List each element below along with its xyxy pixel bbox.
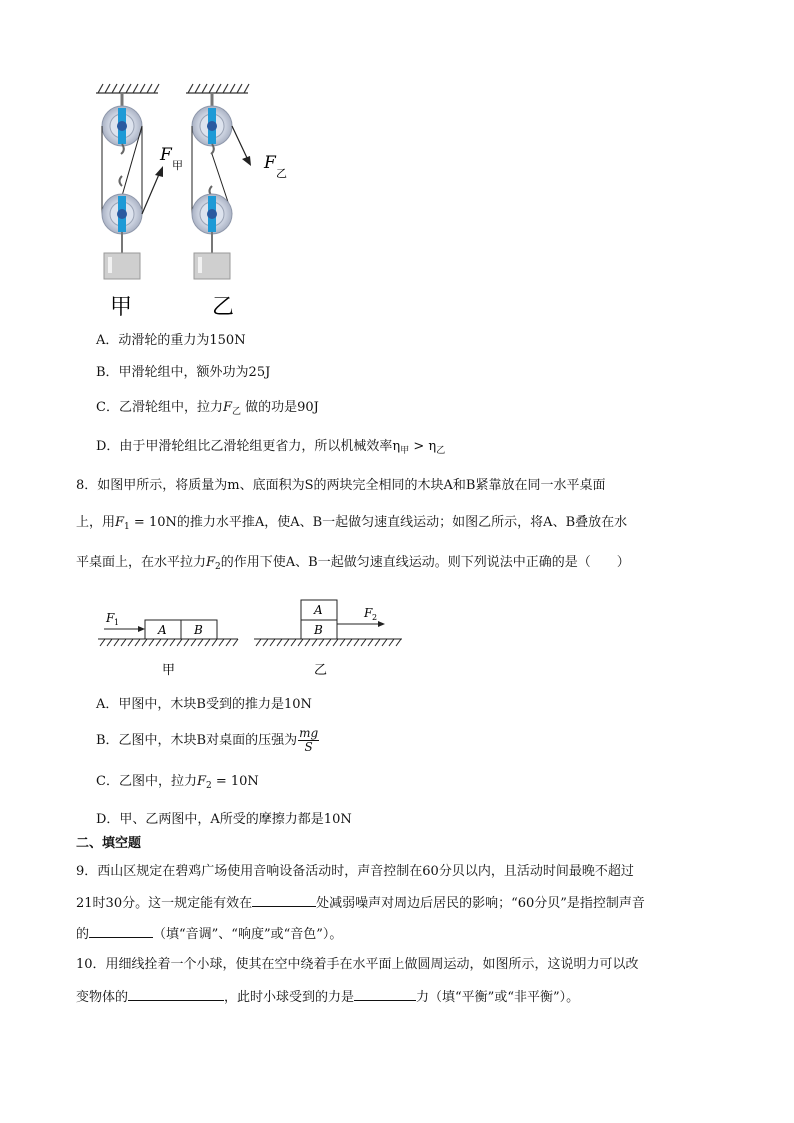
f1-sub: 1 — [114, 618, 120, 627]
q10-blank-2[interactable] — [354, 986, 416, 1001]
pulley-figure — [88, 80, 308, 325]
q9-l3-pre: 的 — [76, 927, 90, 942]
q8-l2-sub: 1 — [124, 522, 130, 532]
q7-option-b: B．甲滑轮组中，额外功为25J — [96, 365, 271, 380]
f2-sub: 2 — [372, 613, 378, 622]
q8-l2-f: F — [115, 515, 125, 530]
q7-option-c — [96, 398, 319, 422]
q7-option-d — [96, 437, 445, 461]
q8-option-c — [96, 772, 259, 796]
block-b-right-label: B — [314, 623, 323, 637]
f2-label: F — [364, 606, 373, 620]
f1-label: F — [106, 611, 115, 625]
fixed-pulley-right — [192, 93, 232, 154]
q7-c-pre: C．乙滑轮组中，拉力 — [96, 400, 223, 415]
q9-line-1: 9．西山区规定在碧鸡广场使用音响设备活动时，声音控制在60分贝以内，且活动时间最晚不超过 — [76, 864, 634, 879]
q7-d-sub2: 乙 — [436, 446, 446, 456]
q8-l2-post: = 10N的推力水平推A，使A、B一起做匀速直线运动；如图乙所示，将A、B叠放在水 — [129, 515, 628, 530]
q9-blank-1[interactable] — [252, 892, 316, 907]
q8-l3-post: 的作用下使A、B一起做匀速直线运动。则下列说法中正确的是（ ） — [220, 555, 630, 570]
q8-b-pre: B．乙图中，木块B对桌面的压强为 — [96, 733, 298, 748]
force-sub-left: 甲 — [172, 159, 183, 172]
block-a-right-label: A — [314, 603, 323, 617]
q8-line-3 — [76, 553, 630, 577]
figure-label-right: 乙 — [212, 295, 235, 320]
q10-line-2 — [76, 986, 579, 1008]
q9-line-3 — [76, 923, 342, 945]
q8-c-pre: C．乙图中，拉力 — [96, 774, 197, 789]
force-label-left: F — [160, 145, 172, 165]
q8-option-b — [96, 726, 319, 756]
table-left — [98, 639, 238, 646]
force-label-right: F — [264, 153, 276, 173]
force-arrow-right — [232, 126, 251, 166]
blocks-figure — [92, 596, 412, 682]
q8-b-den: S — [304, 740, 313, 754]
caption-right: 乙 — [314, 663, 328, 678]
q9-l2-post: 处减弱噪声对周边后居民的影响；“60分贝”是指控制声音 — [316, 896, 645, 911]
arrow-f1 — [104, 626, 145, 632]
q7-c-post: 做的功是90J — [245, 400, 319, 415]
q8-l3-f: F — [206, 555, 216, 570]
force-arrow-left — [142, 166, 163, 214]
q8-line-2 — [76, 513, 627, 537]
q9-blank-2[interactable] — [89, 923, 153, 938]
q8-c-post: = 10N — [211, 774, 259, 789]
q8-l3-sub: 2 — [215, 562, 221, 572]
q9-l3-post: （填“音调”、“响度”或“音色”）。 — [153, 927, 343, 942]
q10-l2-post: 力（填“平衡”或“非平衡”）。 — [416, 990, 580, 1005]
q8-option-a: A．甲图中，木块B受到的推力是10N — [96, 697, 312, 712]
q10-blank-1[interactable] — [128, 986, 224, 1001]
movable-pulley-left — [102, 176, 142, 253]
q8-l2-pre: 上，用 — [76, 515, 116, 530]
q8-b-fraction — [298, 727, 319, 754]
caption-left: 甲 — [162, 663, 176, 678]
q7-c-f: F — [222, 400, 232, 415]
force-sub-right: 乙 — [276, 167, 287, 180]
q8-c-sub: 2 — [205, 781, 212, 791]
table-right — [254, 639, 402, 646]
q9-line-2 — [76, 892, 645, 914]
q7-d-sub1: 甲 — [400, 446, 410, 456]
block-a-left-label: A — [158, 623, 167, 637]
ceiling-left — [96, 84, 159, 93]
q8-b-num: mg — [299, 726, 319, 740]
q8-line-1: 8．如图甲所示，将质量为m、底面积为S的两块完全相同的木块A和B紧靠放在同一水平桌面 — [76, 478, 606, 493]
q7-d-pre: D．由于甲滑轮组比乙滑轮组更省力，所以机械效率η — [96, 439, 401, 454]
q10-l2-mid: ，此时小球受到的力是 — [224, 990, 355, 1005]
q10-l2-pre: 变物体的 — [76, 990, 129, 1005]
section-title: 二、填空题 — [76, 836, 142, 851]
q8-c-f: F — [196, 774, 206, 789]
block-b-left-label: B — [194, 623, 203, 637]
q7-d-mid: > η — [409, 439, 437, 454]
q8-l3-pre: 平桌面上，在水平拉力 — [76, 555, 207, 570]
q8-option-d: D．甲、乙两图中，A所受的摩擦力都是10N — [96, 812, 352, 827]
q10-line-1: 10．用细线拴着一个小球，使其在空中绕着手在水平面上做圆周运动，如图所示，这说明力可以改 — [76, 957, 639, 972]
q7-c-sub: 乙 — [231, 407, 241, 417]
figure-label-left: 甲 — [110, 295, 133, 320]
fixed-pulley-left — [102, 93, 142, 154]
ceiling-right — [186, 84, 249, 93]
q9-l2-pre: 21时30分。这一规定能有效在 — [76, 896, 253, 911]
q7-option-a: A．动滑轮的重力为150N — [96, 333, 246, 348]
arrow-f2 — [337, 621, 385, 627]
